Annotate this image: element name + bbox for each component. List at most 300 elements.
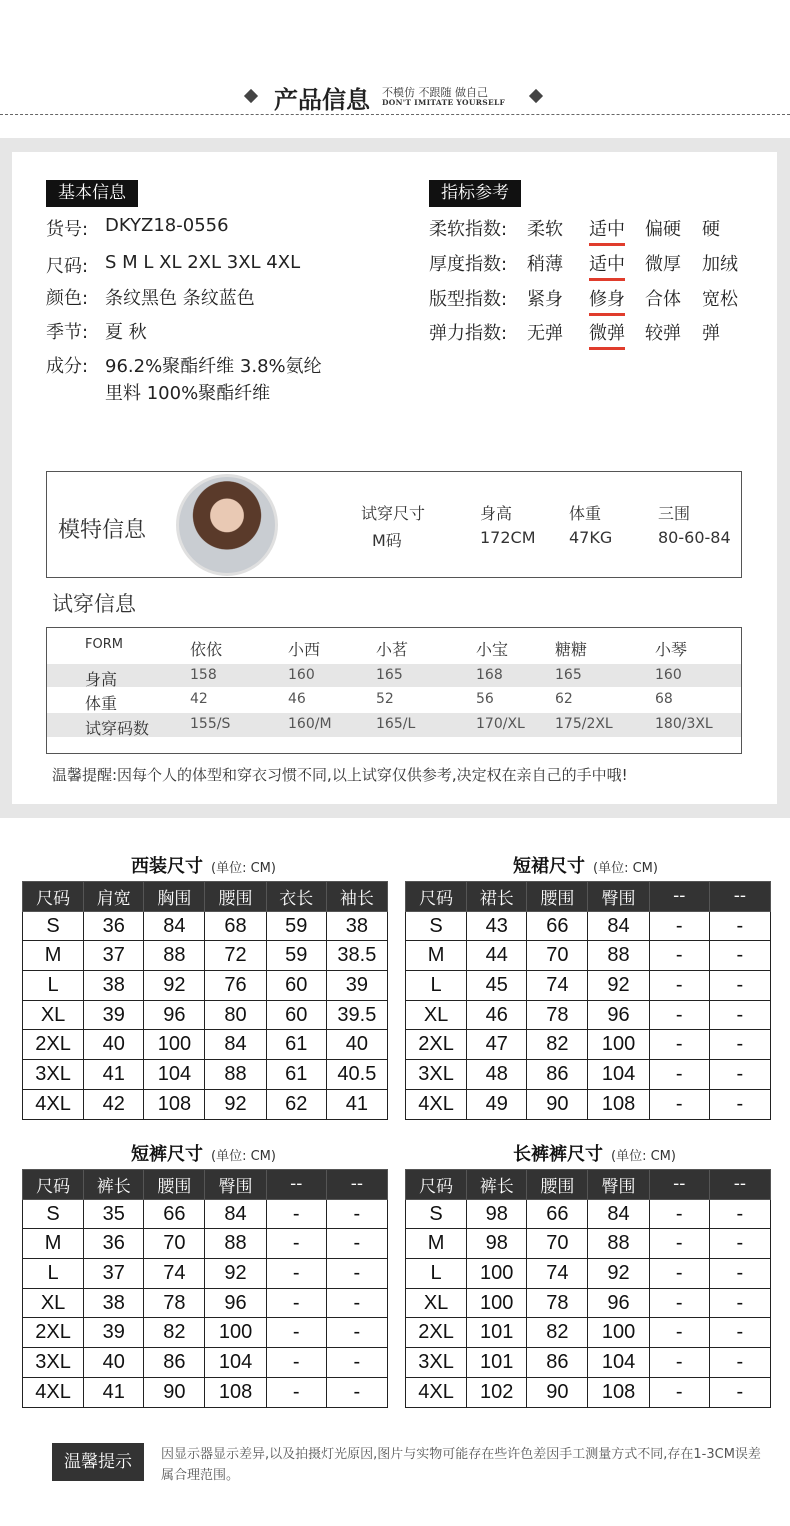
table-header-cell: -- — [709, 1170, 770, 1200]
table-cell: 82 — [527, 1318, 588, 1348]
table-cell: - — [709, 1318, 770, 1348]
table-cell: 104 — [588, 1348, 649, 1378]
table-cell: 40 — [84, 1348, 144, 1378]
basic-info-tag: 基本信息 — [46, 180, 138, 207]
table-cell: 66 — [527, 1199, 588, 1229]
size-table-title — [513, 852, 658, 878]
table-header-cell: -- — [649, 1170, 709, 1200]
table-row — [406, 1377, 771, 1407]
table-cell: - — [709, 1377, 770, 1407]
table-cell: 98 — [467, 1229, 527, 1259]
table-cell: - — [649, 1377, 709, 1407]
table-row — [23, 1318, 388, 1348]
table-cell: - — [326, 1199, 387, 1229]
table-cell: S — [23, 911, 84, 941]
basic-label: 货号: — [46, 219, 89, 240]
index-label: 版型指数: — [429, 289, 508, 310]
table-cell: - — [649, 971, 709, 1001]
table-cell: 43 — [467, 911, 527, 941]
table-cell: 40 — [326, 1030, 387, 1060]
table-cell: 101 — [467, 1318, 527, 1348]
tryon-cell: 160 — [655, 667, 682, 683]
table-header-row — [406, 882, 771, 912]
model-info-box — [46, 471, 742, 578]
table-cell: - — [709, 1030, 770, 1060]
table-cell: 4XL — [23, 1089, 84, 1119]
slogan-cn: 不模仿 不跟随 做自己 — [382, 86, 488, 99]
table-header-cell: 尺码 — [23, 1170, 84, 1200]
table-cell: 100 — [467, 1259, 527, 1289]
table-cell: 62 — [266, 1089, 326, 1119]
tryon-header-cell: 小茗 — [376, 640, 409, 659]
table-cell: 37 — [84, 941, 144, 971]
index-option: 微弹 — [589, 319, 625, 350]
basic-value: 96.2%聚酯纤维 3.8%氨纶 — [105, 356, 322, 377]
table-cell: 60 — [266, 971, 326, 1001]
table-cell: - — [326, 1229, 387, 1259]
table-cell: 84 — [205, 1199, 266, 1229]
table-cell: 3XL — [406, 1060, 467, 1090]
table-cell: 104 — [205, 1348, 266, 1378]
table-cell: 104 — [588, 1060, 649, 1090]
tryon-cell: 168 — [476, 667, 503, 683]
table-cell: 88 — [205, 1229, 266, 1259]
index-option: 较弹 — [645, 323, 681, 344]
model-col-head: 身高 — [480, 504, 513, 523]
tryon-note: 温馨提醒:因每个人的体型和穿衣习惯不同,以上试穿仅供参考,决定权在亲自己的手中哦! — [52, 766, 628, 784]
table-cell: 47 — [467, 1030, 527, 1060]
table-header-cell: 裤长 — [467, 1170, 527, 1200]
table-header-cell: 腰围 — [205, 882, 266, 912]
size-table-title-text: 短裙尺寸 — [513, 856, 585, 877]
table-row — [406, 911, 771, 941]
size-table-title-text: 短裤尺寸 — [131, 1144, 203, 1165]
table-row — [406, 941, 771, 971]
table-row — [23, 941, 388, 971]
table-row — [23, 1089, 388, 1119]
table-cell: 39.5 — [326, 1000, 387, 1030]
table-header-row — [406, 1170, 771, 1200]
size-table-title-text: 西装尺寸 — [131, 856, 203, 877]
table-cell: - — [649, 1348, 709, 1378]
table-row — [23, 1259, 388, 1289]
table-header-cell: 臀围 — [588, 1170, 649, 1200]
tryon-cell: 160 — [288, 667, 315, 683]
tryon-cell: 165 — [376, 667, 403, 683]
model-avatar — [176, 474, 278, 576]
table-cell: 38 — [84, 1288, 144, 1318]
table-cell: - — [709, 1288, 770, 1318]
table-cell: 90 — [527, 1377, 588, 1407]
table-header-cell: 尺码 — [406, 882, 467, 912]
table-row — [23, 1030, 388, 1060]
table-row — [406, 1229, 771, 1259]
table-cell: 88 — [144, 941, 205, 971]
table-cell: 59 — [266, 911, 326, 941]
table-cell: M — [406, 1229, 467, 1259]
basic-value: 条纹黑色 条纹蓝色 — [105, 288, 255, 309]
tryon-cell: 62 — [555, 691, 573, 707]
table-cell: - — [266, 1318, 326, 1348]
index-option: 弹 — [702, 323, 720, 344]
table-cell: - — [649, 1199, 709, 1229]
table-cell: - — [649, 1229, 709, 1259]
table-cell: - — [649, 1318, 709, 1348]
tryon-cell: 165 — [555, 667, 582, 683]
table-header-cell: 尺码 — [406, 1170, 467, 1200]
basic-value: DKYZ18-0556 — [105, 215, 229, 236]
table-cell: 68 — [205, 911, 266, 941]
table-row — [23, 1348, 388, 1378]
index-option: 柔软 — [527, 219, 563, 240]
index-option: 稍薄 — [527, 254, 563, 275]
table-cell: 49 — [467, 1089, 527, 1119]
tip-label: 温馨提示 — [52, 1443, 144, 1481]
diamond-left-icon — [244, 89, 258, 103]
table-header-cell: 腰围 — [527, 882, 588, 912]
table-row — [406, 1288, 771, 1318]
table-cell: 3XL — [23, 1348, 84, 1378]
model-col-head: 三围 — [658, 504, 691, 523]
table-cell: L — [23, 971, 84, 1001]
table-cell: S — [406, 911, 467, 941]
table-cell: 78 — [527, 1288, 588, 1318]
size-table — [22, 1169, 388, 1408]
table-cell: L — [406, 1259, 467, 1289]
table-cell: L — [23, 1259, 84, 1289]
tryon-cell: 52 — [376, 691, 394, 707]
table-cell: 96 — [144, 1000, 205, 1030]
table-cell: - — [649, 1000, 709, 1030]
table-header-cell: -- — [649, 882, 709, 912]
tryon-cell: 68 — [655, 691, 673, 707]
size-table-unit: (单位: CM) — [211, 861, 276, 876]
table-cell: XL — [23, 1000, 84, 1030]
index-option: 适中 — [589, 215, 625, 246]
table-cell: 41 — [326, 1089, 387, 1119]
table-cell: - — [709, 1259, 770, 1289]
table-header-cell: 臀围 — [588, 882, 649, 912]
table-cell: 92 — [588, 1259, 649, 1289]
table-cell: 88 — [588, 1229, 649, 1259]
table-cell: M — [23, 1229, 84, 1259]
index-option: 宽松 — [702, 289, 738, 310]
index-option: 紧身 — [527, 289, 563, 310]
index-option: 硬 — [702, 219, 720, 240]
table-cell: 2XL — [406, 1030, 467, 1060]
table-row — [406, 1199, 771, 1229]
table-cell: - — [266, 1229, 326, 1259]
table-cell: 45 — [467, 971, 527, 1001]
table-cell: 92 — [205, 1089, 266, 1119]
table-cell: - — [649, 1030, 709, 1060]
table-cell: XL — [23, 1288, 84, 1318]
table-cell: 4XL — [406, 1377, 467, 1407]
model-info-title: 模特信息 — [58, 518, 147, 543]
table-cell: 108 — [205, 1377, 266, 1407]
model-col-head: 体重 — [569, 504, 602, 523]
table-cell: - — [266, 1288, 326, 1318]
table-cell: 88 — [588, 941, 649, 971]
table-header-cell: 肩宽 — [84, 882, 144, 912]
index-option: 修身 — [589, 285, 625, 316]
table-cell: - — [709, 911, 770, 941]
table-cell: 40.5 — [326, 1060, 387, 1090]
table-cell: 98 — [467, 1199, 527, 1229]
table-cell: 88 — [205, 1060, 266, 1090]
table-cell: 4XL — [406, 1089, 467, 1119]
table-cell: 74 — [144, 1259, 205, 1289]
table-cell: 92 — [144, 971, 205, 1001]
table-cell: 42 — [84, 1089, 144, 1119]
index-option: 无弹 — [527, 323, 563, 344]
basic-label: 季节: — [46, 322, 89, 343]
table-cell: - — [649, 1089, 709, 1119]
tryon-header-cell: 小宝 — [476, 640, 509, 659]
tryon-cell: 160/M — [288, 716, 332, 732]
table-row — [406, 1000, 771, 1030]
table-cell: 4XL — [23, 1377, 84, 1407]
table-cell: 38 — [326, 911, 387, 941]
table-header-cell: 尺码 — [23, 882, 84, 912]
tryon-header-cell: 小琴 — [655, 640, 688, 659]
table-cell: XL — [406, 1288, 467, 1318]
size-table-title-text: 长裤裤尺寸 — [513, 1144, 603, 1165]
table-cell: - — [709, 1348, 770, 1378]
model-col-value: 172CM — [480, 528, 536, 547]
table-cell: - — [266, 1259, 326, 1289]
table-cell: 100 — [205, 1318, 266, 1348]
table-cell: 70 — [527, 1229, 588, 1259]
model-col-value: 80-60-84 — [658, 528, 731, 547]
tryon-cell: 180/3XL — [655, 716, 713, 732]
table-cell: - — [266, 1377, 326, 1407]
table-cell: 39 — [326, 971, 387, 1001]
slogan-en: DON'T IMITATE YOURSELF — [382, 98, 506, 107]
table-cell: 70 — [527, 941, 588, 971]
table-cell: 108 — [588, 1377, 649, 1407]
table-row — [23, 1288, 388, 1318]
table-cell: 86 — [527, 1060, 588, 1090]
table-cell: 66 — [144, 1199, 205, 1229]
table-cell: 76 — [205, 971, 266, 1001]
table-cell: - — [326, 1318, 387, 1348]
model-col-value: 47KG — [569, 528, 613, 547]
table-cell: 80 — [205, 1000, 266, 1030]
tryon-cell: 158 — [190, 667, 217, 683]
table-header-cell: 衣长 — [266, 882, 326, 912]
model-col-head: 试穿尺寸 — [361, 504, 426, 523]
table-cell: - — [709, 1000, 770, 1030]
tryon-cell: 46 — [288, 691, 306, 707]
table-cell: 84 — [588, 911, 649, 941]
basic-label: 尺码: — [46, 256, 89, 277]
table-header-cell: 裤长 — [84, 1170, 144, 1200]
table-cell: 3XL — [23, 1060, 84, 1090]
table-cell: 38 — [84, 971, 144, 1001]
table-cell: 44 — [467, 941, 527, 971]
table-cell: 41 — [84, 1377, 144, 1407]
table-cell: M — [23, 941, 84, 971]
table-cell: 84 — [144, 911, 205, 941]
table-cell: 41 — [84, 1060, 144, 1090]
table-cell: 39 — [84, 1318, 144, 1348]
table-cell: 36 — [84, 911, 144, 941]
table-cell: M — [406, 941, 467, 971]
table-cell: 92 — [588, 971, 649, 1001]
basic-label: 颜色: — [46, 288, 89, 309]
table-cell: - — [326, 1288, 387, 1318]
size-table — [405, 881, 771, 1120]
table-cell: 108 — [588, 1089, 649, 1119]
tryon-header-cell: 糖糖 — [555, 640, 588, 659]
table-cell: 101 — [467, 1348, 527, 1378]
tryon-header-cell: 依依 — [190, 640, 223, 659]
tryon-cell: 体重 — [85, 694, 118, 713]
table-cell: - — [649, 911, 709, 941]
table-cell: 46 — [467, 1000, 527, 1030]
index-label: 弹力指数: — [429, 323, 508, 344]
table-cell: 2XL — [23, 1318, 84, 1348]
basic-value: 夏 秋 — [105, 322, 147, 343]
model-col-value: M码 — [372, 531, 402, 550]
table-cell: 78 — [527, 1000, 588, 1030]
table-cell: 100 — [588, 1030, 649, 1060]
table-row — [23, 911, 388, 941]
table-row — [23, 1060, 388, 1090]
table-cell: 100 — [144, 1030, 205, 1060]
tryon-title: 试穿信息 — [52, 592, 136, 616]
table-cell: 61 — [266, 1060, 326, 1090]
index-option: 偏硬 — [645, 219, 681, 240]
table-cell: 72 — [205, 941, 266, 971]
size-table-unit: (单位: CM) — [593, 861, 658, 876]
table-row — [23, 1199, 388, 1229]
table-header-cell: -- — [709, 882, 770, 912]
table-cell: 90 — [144, 1377, 205, 1407]
tryon-cell: 155/S — [190, 716, 231, 732]
table-cell: 84 — [205, 1030, 266, 1060]
table-cell: - — [266, 1199, 326, 1229]
table-row — [406, 1318, 771, 1348]
tryon-header-cell: 小西 — [288, 640, 321, 659]
header-divider — [0, 114, 790, 115]
table-cell: - — [709, 1060, 770, 1090]
table-cell: 66 — [527, 911, 588, 941]
table-cell: 96 — [588, 1000, 649, 1030]
table-header-cell: -- — [266, 1170, 326, 1200]
table-row — [23, 1000, 388, 1030]
table-cell: 96 — [588, 1288, 649, 1318]
table-row — [406, 971, 771, 1001]
lining-text: 里料 100%聚酯纤维 — [105, 383, 271, 404]
table-cell: - — [709, 1229, 770, 1259]
table-cell: 2XL — [406, 1318, 467, 1348]
tip-text: 因显示器显示差异,以及拍摄灯光原因,图片与实物可能存在些许色差因手工测量方式不同,存在1-3CM误差属合理范围。 — [161, 1447, 761, 1483]
table-cell: 37 — [84, 1259, 144, 1289]
table-cell: 38.5 — [326, 941, 387, 971]
index-option: 微厚 — [645, 254, 681, 275]
index-tag: 指标参考 — [429, 180, 521, 207]
table-cell: 100 — [467, 1288, 527, 1318]
tryon-cell: 165/L — [376, 716, 416, 732]
table-cell: - — [326, 1259, 387, 1289]
table-header-cell: 胸围 — [144, 882, 205, 912]
size-table-title — [513, 1140, 676, 1166]
table-cell: - — [709, 971, 770, 1001]
table-cell: 40 — [84, 1030, 144, 1060]
tryon-cell: 42 — [190, 691, 208, 707]
table-cell: L — [406, 971, 467, 1001]
table-cell: 86 — [527, 1348, 588, 1378]
table-cell: 108 — [144, 1089, 205, 1119]
table-row — [23, 971, 388, 1001]
table-cell: 2XL — [23, 1030, 84, 1060]
table-cell: 78 — [144, 1288, 205, 1318]
table-cell: S — [406, 1199, 467, 1229]
table-cell: - — [709, 1199, 770, 1229]
table-header-cell: 裙长 — [467, 882, 527, 912]
table-row — [406, 1060, 771, 1090]
tryon-cell: 身高 — [85, 670, 118, 689]
table-row — [23, 1229, 388, 1259]
table-cell: 96 — [205, 1288, 266, 1318]
table-header-cell: 臀围 — [205, 1170, 266, 1200]
size-table-unit: (单位: CM) — [611, 1149, 676, 1164]
table-cell: - — [649, 1288, 709, 1318]
tryon-cell: 175/2XL — [555, 716, 613, 732]
table-cell: 48 — [467, 1060, 527, 1090]
index-option: 加绒 — [702, 254, 738, 275]
table-cell: - — [649, 941, 709, 971]
table-cell: - — [326, 1377, 387, 1407]
table-cell: 82 — [144, 1318, 205, 1348]
table-cell: 70 — [144, 1229, 205, 1259]
table-cell: 39 — [84, 1000, 144, 1030]
tryon-cell: 试穿码数 — [85, 719, 150, 738]
page-title: 产品信息 — [274, 86, 370, 114]
table-cell: 86 — [144, 1348, 205, 1378]
size-table-unit: (单位: CM) — [211, 1149, 276, 1164]
table-row — [23, 1377, 388, 1407]
table-cell: 36 — [84, 1229, 144, 1259]
table-cell: 3XL — [406, 1348, 467, 1378]
table-cell: - — [326, 1348, 387, 1378]
table-cell: 104 — [144, 1060, 205, 1090]
table-cell: 82 — [527, 1030, 588, 1060]
size-table — [22, 881, 388, 1120]
table-cell: S — [23, 1199, 84, 1229]
table-header-cell: -- — [326, 1170, 387, 1200]
size-table-title — [131, 1140, 276, 1166]
index-option: 合体 — [645, 289, 681, 310]
table-cell: 102 — [467, 1377, 527, 1407]
table-header-cell: 腰围 — [144, 1170, 205, 1200]
size-table — [405, 1169, 771, 1408]
table-cell: 74 — [527, 971, 588, 1001]
table-row — [406, 1089, 771, 1119]
table-cell: 92 — [205, 1259, 266, 1289]
index-label: 厚度指数: — [429, 254, 508, 275]
table-cell: 60 — [266, 1000, 326, 1030]
table-row — [406, 1030, 771, 1060]
table-cell: - — [709, 941, 770, 971]
table-cell: 100 — [588, 1318, 649, 1348]
table-cell: 59 — [266, 941, 326, 971]
table-cell: - — [709, 1089, 770, 1119]
table-header-row — [23, 1170, 388, 1200]
table-cell: 35 — [84, 1199, 144, 1229]
